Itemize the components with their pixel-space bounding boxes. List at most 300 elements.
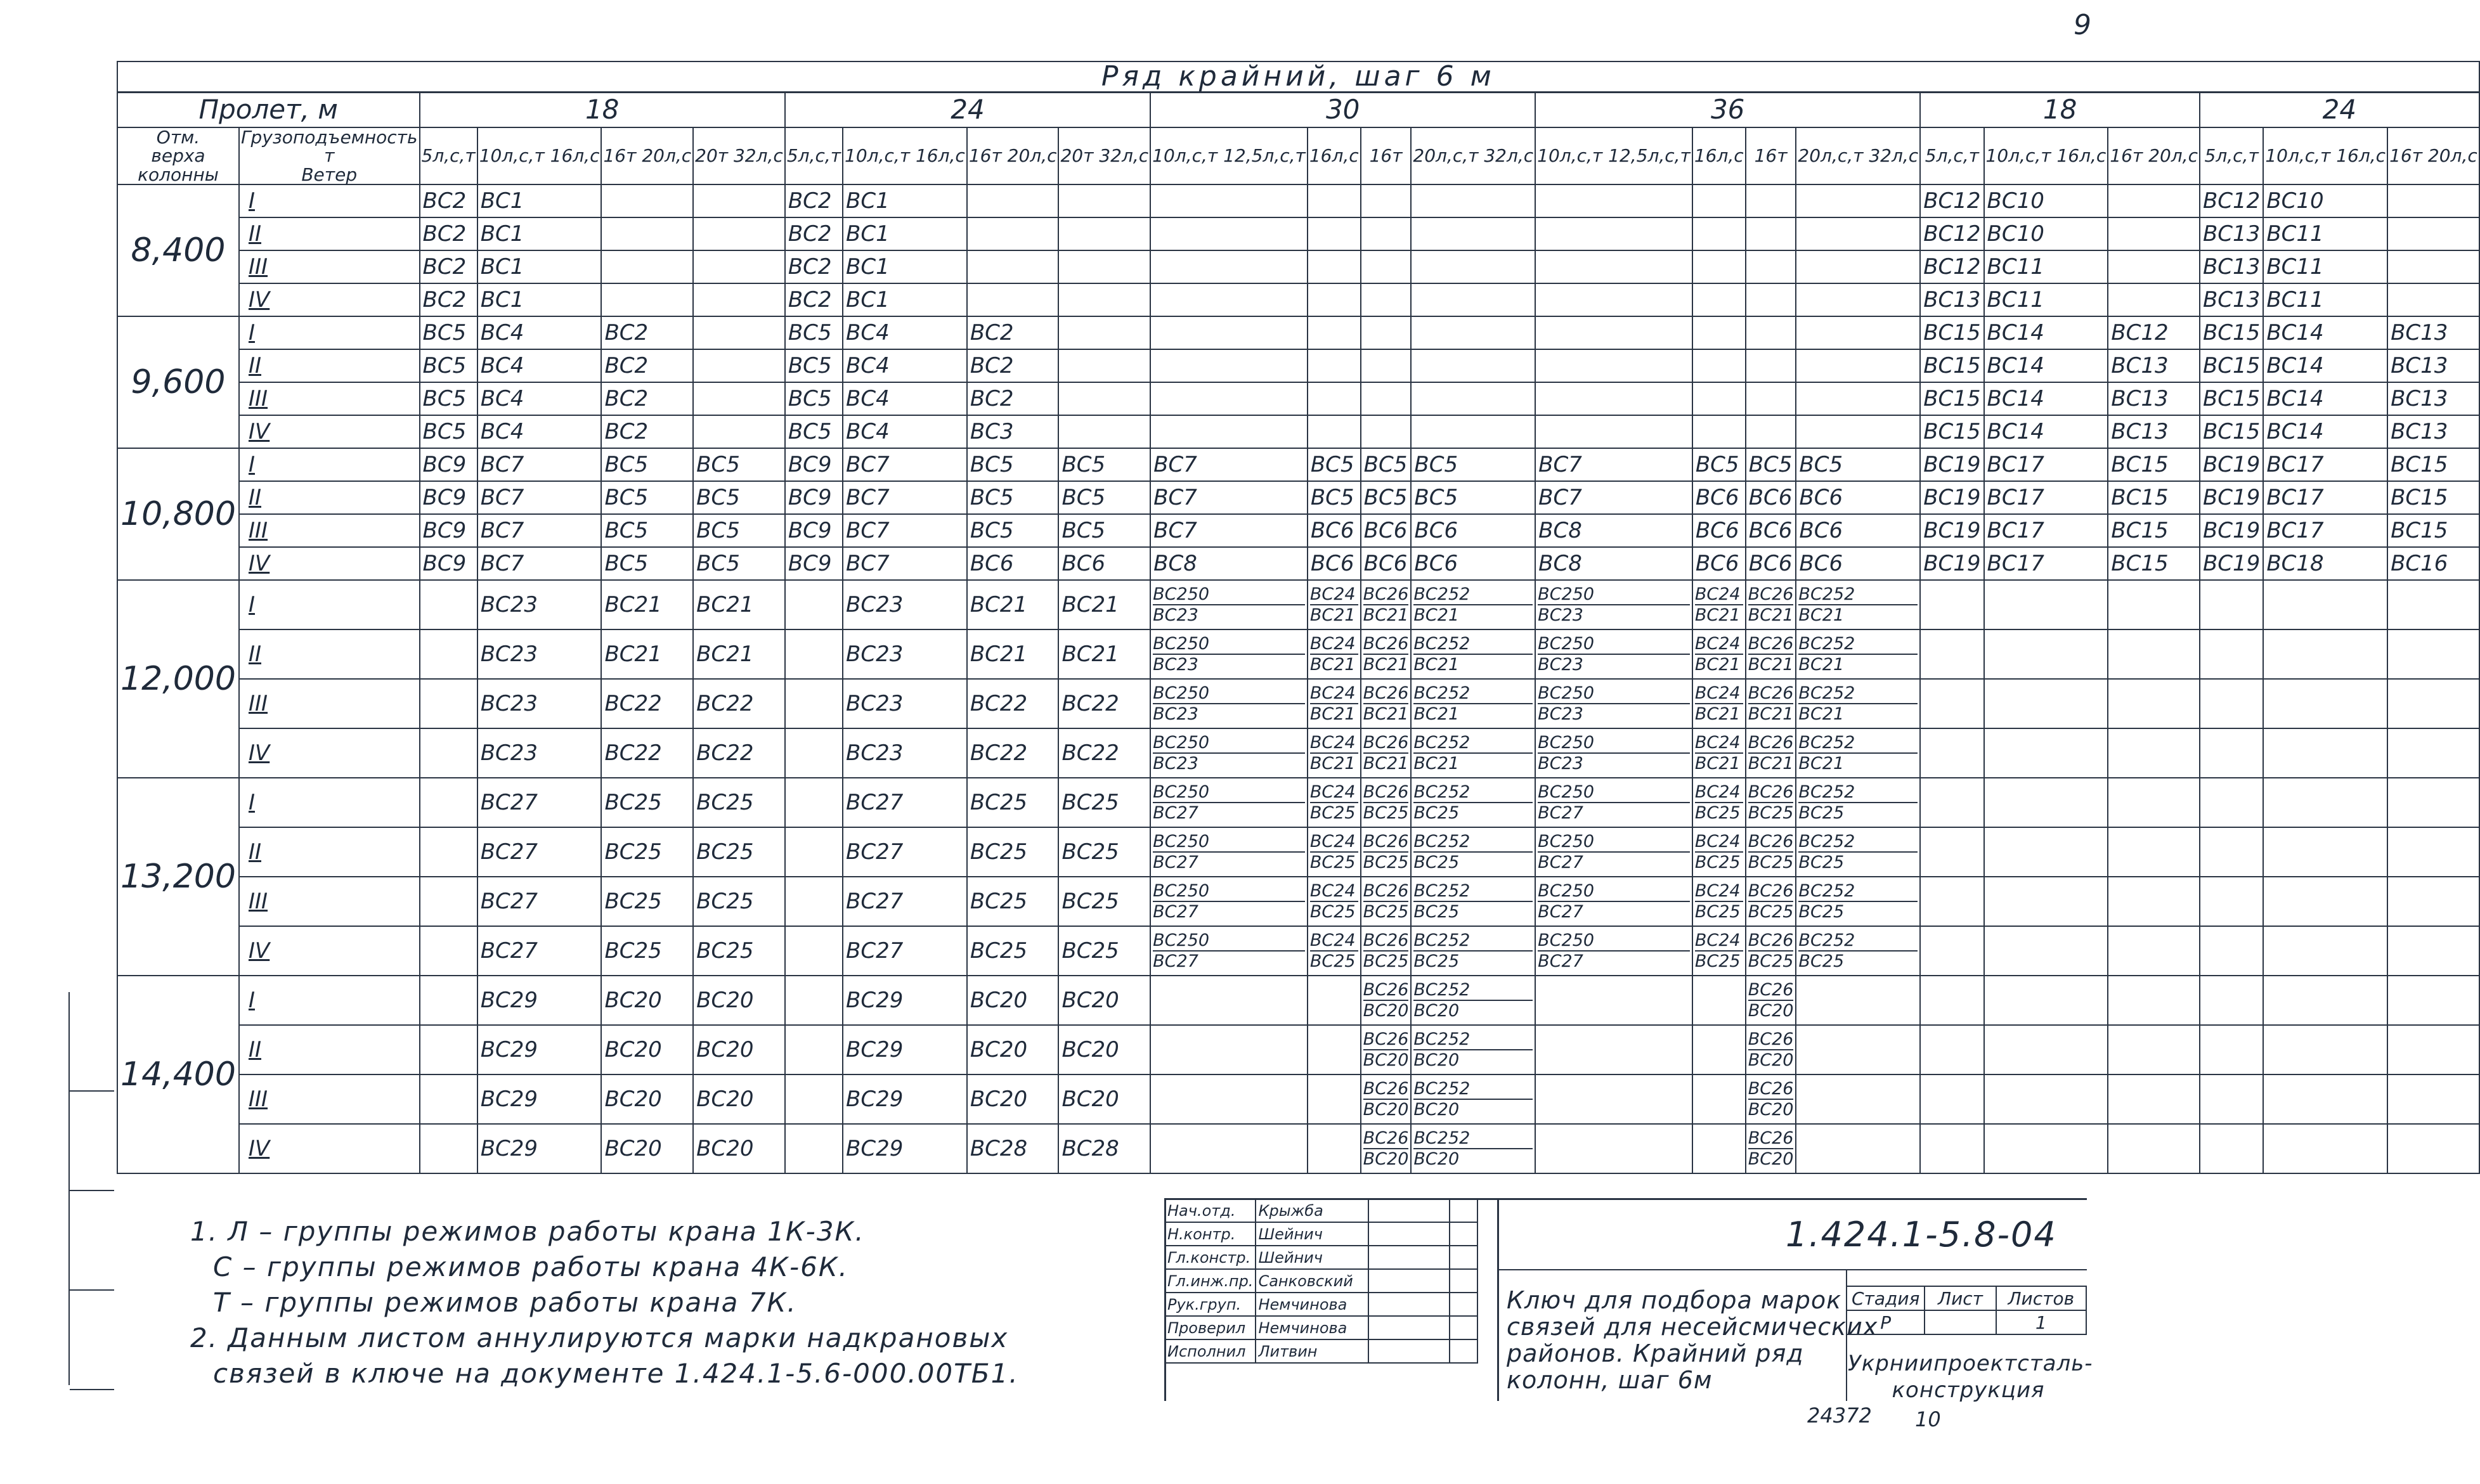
bracing-mark bbox=[2108, 184, 2200, 217]
bracing-mark-bottom: ВС25 bbox=[1748, 952, 1794, 972]
bracing-mark bbox=[420, 1074, 477, 1124]
bracing-mark-pair bbox=[1692, 877, 1746, 926]
bracing-mark: ВС25 bbox=[601, 877, 693, 926]
bracing-mark bbox=[2263, 1124, 2387, 1173]
bracing-mark-top: ВС252 bbox=[1413, 1079, 1533, 1100]
signature-date bbox=[1450, 1339, 1477, 1363]
bracing-mark: ВС7 bbox=[1535, 448, 1692, 481]
bracing-mark bbox=[1361, 349, 1412, 382]
bracing-mark bbox=[1150, 1124, 1308, 1173]
bracing-mark bbox=[1746, 184, 1796, 217]
bracing-mark bbox=[1984, 629, 2108, 679]
bracing-mark bbox=[1411, 382, 1535, 415]
wind-region: IV bbox=[239, 283, 420, 316]
table-row bbox=[117, 778, 2479, 827]
bracing-mark bbox=[2200, 926, 2263, 976]
bracing-mark: ВС6 bbox=[1746, 547, 1796, 580]
bracing-mark: ВС15 bbox=[2387, 481, 2479, 514]
bracing-mark-pair bbox=[1361, 728, 1412, 778]
bracing-mark: ВС1 bbox=[843, 250, 967, 283]
table-row bbox=[117, 827, 2479, 877]
bracing-mark-bottom: ВС21 bbox=[1413, 704, 1460, 725]
bracing-mark: ВС25 bbox=[1058, 926, 1150, 976]
bracing-mark bbox=[1411, 184, 1535, 217]
bracing-mark-bottom: ВС21 bbox=[1413, 655, 1460, 675]
bracing-mark bbox=[2108, 679, 2200, 728]
bracing-mark bbox=[1692, 976, 1746, 1025]
bracing-mark bbox=[2108, 827, 2200, 877]
bracing-mark: ВС5 bbox=[1058, 448, 1150, 481]
bracing-mark-top: ВС24 bbox=[1695, 931, 1743, 952]
bracing-mark bbox=[2200, 679, 2263, 728]
bracing-mark-top: ВС24 bbox=[1310, 634, 1358, 655]
signature-row bbox=[1165, 1316, 1477, 1339]
bracing-mark bbox=[2263, 1074, 2387, 1124]
bracing-mark bbox=[1058, 349, 1150, 382]
bracing-mark bbox=[1796, 316, 1920, 349]
bracing-mark bbox=[1150, 316, 1308, 349]
column-height: 9,600 bbox=[117, 316, 239, 448]
bracing-mark: ВС7 bbox=[477, 448, 602, 481]
bracing-mark: ВС7 bbox=[843, 547, 967, 580]
bracing-mark bbox=[2108, 1025, 2200, 1074]
bracing-mark: ВС2 bbox=[785, 250, 843, 283]
bracing-mark bbox=[1150, 283, 1308, 316]
bracing-mark: ВС2 bbox=[420, 283, 477, 316]
bracing-mark: ВС7 bbox=[477, 514, 602, 547]
bracing-mark-bottom: ВС21 bbox=[1798, 605, 1845, 626]
bracing-mark-top: ВС26 bbox=[1363, 881, 1409, 902]
bracing-mark: ВС2 bbox=[785, 283, 843, 316]
bracing-mark-pair bbox=[1150, 778, 1308, 827]
bracing-mark-top: ВС26 bbox=[1748, 931, 1794, 952]
bracing-mark: ВС25 bbox=[601, 926, 693, 976]
bracing-mark bbox=[693, 382, 785, 415]
bracing-mark: ВС1 bbox=[477, 217, 602, 250]
bracing-mark: ВС13 bbox=[2387, 415, 2479, 448]
bracing-mark bbox=[1984, 827, 2108, 877]
bracing-mark-top: ВС252 bbox=[1413, 584, 1533, 605]
bracing-mark-bottom: ВС23 bbox=[1538, 704, 1583, 725]
bracing-mark-top: ВС250 bbox=[1153, 634, 1305, 655]
bracing-mark-pair bbox=[1692, 580, 1746, 629]
bracing-mark: ВС14 bbox=[1984, 415, 2108, 448]
bracing-mark bbox=[2387, 728, 2479, 778]
sheet-value bbox=[1925, 1310, 1996, 1334]
wind-region: II bbox=[239, 827, 420, 877]
bracing-mark: ВС20 bbox=[1058, 1025, 1150, 1074]
bracing-mark: ВС15 bbox=[2200, 349, 2263, 382]
bracing-mark: ВС5 bbox=[1058, 514, 1150, 547]
bracing-mark bbox=[1746, 349, 1796, 382]
wind-region: III bbox=[239, 382, 420, 415]
bracing-mark bbox=[1796, 217, 1920, 250]
bracing-mark: ВС6 bbox=[1692, 514, 1746, 547]
crane-type: 16л,с bbox=[1308, 127, 1361, 184]
bracing-mark-top: ВС24 bbox=[1695, 782, 1743, 803]
bracing-mark-bottom: ВС23 bbox=[1538, 655, 1583, 675]
wind-region: I bbox=[239, 448, 420, 481]
bracing-mark-bottom: ВС21 bbox=[1309, 655, 1356, 675]
bracing-mark bbox=[1308, 184, 1361, 217]
bracing-mark bbox=[1920, 976, 1983, 1025]
bracing-mark bbox=[785, 1074, 843, 1124]
wind-region: II bbox=[239, 629, 420, 679]
bracing-mark: ВС14 bbox=[1984, 349, 2108, 382]
bracing-mark bbox=[2387, 827, 2479, 877]
bracing-mark: ВС21 bbox=[967, 580, 1059, 629]
bracing-mark bbox=[1796, 1124, 1920, 1173]
bracing-mark-top: ВС252 bbox=[1413, 1128, 1533, 1149]
signature-role: Гл.констр. bbox=[1165, 1246, 1256, 1269]
bracing-mark: ВС6 bbox=[1361, 547, 1412, 580]
bracing-mark bbox=[1796, 283, 1920, 316]
bracing-mark: ВС6 bbox=[967, 547, 1059, 580]
title-row bbox=[117, 61, 2479, 92]
bracing-mark bbox=[1920, 629, 1983, 679]
wind-region: I bbox=[239, 778, 420, 827]
bracing-mark: ВС15 bbox=[2200, 316, 2263, 349]
bracing-mark: ВС13 bbox=[2387, 316, 2479, 349]
bracing-mark-bottom: ВС20 bbox=[1413, 1050, 1460, 1071]
bracing-mark-top: ВС252 bbox=[1413, 980, 1533, 1001]
bracing-mark bbox=[1796, 184, 1920, 217]
bracing-mark-pair bbox=[1411, 976, 1535, 1025]
bracing-mark bbox=[1796, 250, 1920, 283]
bracing-mark-bottom: ВС25 bbox=[1748, 902, 1794, 922]
bracing-mark-bottom: ВС20 bbox=[1748, 1050, 1794, 1071]
bracing-mark bbox=[1308, 316, 1361, 349]
bracing-mark: ВС19 bbox=[2200, 481, 2263, 514]
bracing-mark: ВС21 bbox=[601, 629, 693, 679]
bracing-mark: ВС13 bbox=[2108, 349, 2200, 382]
bracing-mark-pair bbox=[1361, 1025, 1412, 1074]
bracing-mark: ВС29 bbox=[843, 1124, 967, 1173]
bracing-mark-bottom: ВС20 bbox=[1363, 1149, 1409, 1170]
bracing-mark-top: ВС24 bbox=[1695, 832, 1743, 853]
signature-role: Рук.груп. bbox=[1165, 1293, 1256, 1316]
bracing-mark bbox=[2263, 728, 2387, 778]
bracing-mark-pair bbox=[1692, 629, 1746, 679]
crane-header-row bbox=[117, 127, 2479, 184]
bracing-mark bbox=[2387, 976, 2479, 1025]
sheets-label: Листов bbox=[1996, 1286, 2086, 1310]
bracing-mark: ВС22 bbox=[1058, 728, 1150, 778]
bracing-mark-bottom: ВС25 bbox=[1798, 952, 1845, 972]
bracing-mark bbox=[785, 877, 843, 926]
bracing-mark: ВС17 bbox=[1984, 481, 2108, 514]
wind-region: III bbox=[239, 514, 420, 547]
bracing-mark: ВС17 bbox=[2263, 514, 2387, 547]
bracing-mark bbox=[1984, 1124, 2108, 1173]
bracing-mark bbox=[1746, 217, 1796, 250]
bracing-mark-top: ВС26 bbox=[1363, 634, 1409, 655]
bracing-mark-bottom: ВС21 bbox=[1748, 605, 1794, 626]
bracing-mark-bottom: ВС21 bbox=[1413, 754, 1460, 774]
bracing-mark-pair bbox=[1692, 827, 1746, 877]
signature-row bbox=[1165, 1269, 1477, 1293]
bracing-mark bbox=[1692, 382, 1746, 415]
bracing-mark-top: ВС250 bbox=[1538, 782, 1690, 803]
bracing-mark: ВС11 bbox=[2263, 283, 2387, 316]
bracing-mark-pair bbox=[1535, 926, 1692, 976]
bracing-mark: ВС11 bbox=[2263, 217, 2387, 250]
wind-region: IV bbox=[239, 1124, 420, 1173]
bracing-mark-top: ВС26 bbox=[1748, 683, 1794, 704]
bracing-mark-top: ВС24 bbox=[1310, 931, 1358, 952]
sheets-value: 1 bbox=[1996, 1310, 2086, 1334]
bracing-mark: ВС2 bbox=[601, 415, 693, 448]
archive-number: 24372 bbox=[1807, 1403, 1872, 1428]
bracing-mark-bottom: ВС25 bbox=[1413, 803, 1460, 823]
bracing-mark bbox=[1058, 250, 1150, 283]
bracing-mark-top: ВС26 bbox=[1363, 1128, 1409, 1149]
bracing-mark: ВС5 bbox=[1361, 448, 1412, 481]
bracing-mark-top: ВС252 bbox=[1413, 881, 1533, 902]
bracing-mark bbox=[1058, 415, 1150, 448]
bracing-mark-bottom: ВС25 bbox=[1798, 803, 1845, 823]
bracing-mark bbox=[2200, 629, 2263, 679]
bracing-mark-top: ВС250 bbox=[1153, 931, 1305, 952]
bracing-mark-top: ВС252 bbox=[1798, 832, 1918, 853]
table-row bbox=[117, 877, 2479, 926]
bracing-mark bbox=[1535, 976, 1692, 1025]
bracing-mark: ВС5 bbox=[967, 448, 1059, 481]
bracing-mark: ВС19 bbox=[2200, 514, 2263, 547]
bracing-mark: ВС12 bbox=[2200, 184, 2263, 217]
bracing-mark-pair bbox=[1308, 728, 1361, 778]
bracing-mark bbox=[1058, 283, 1150, 316]
bracing-mark bbox=[1308, 349, 1361, 382]
bracing-mark: ВС27 bbox=[843, 877, 967, 926]
signature-mark bbox=[1368, 1293, 1450, 1316]
bracing-mark-top: ВС252 bbox=[1413, 683, 1533, 704]
bracing-mark bbox=[967, 217, 1059, 250]
bracing-mark: ВС25 bbox=[601, 778, 693, 827]
bracing-mark bbox=[1692, 1074, 1746, 1124]
bracing-mark bbox=[2108, 217, 2200, 250]
bracing-mark-pair bbox=[1746, 629, 1796, 679]
table-row bbox=[117, 382, 2479, 415]
bracing-mark: ВС13 bbox=[2200, 283, 2263, 316]
bracing-mark: ВС7 bbox=[1150, 514, 1308, 547]
bracing-mark: ВС21 bbox=[967, 629, 1059, 679]
signature-name: Шейнич bbox=[1256, 1246, 1368, 1269]
bracing-mark: ВС22 bbox=[1058, 679, 1150, 728]
stage-table bbox=[1846, 1286, 2087, 1335]
bracing-mark bbox=[2387, 778, 2479, 827]
bracing-mark: ВС20 bbox=[967, 1025, 1059, 1074]
bracing-mark-top: ВС250 bbox=[1538, 881, 1690, 902]
bracing-mark: ВС25 bbox=[693, 877, 785, 926]
bracing-mark-top: ВС24 bbox=[1310, 832, 1358, 853]
bracing-mark: ВС11 bbox=[2263, 250, 2387, 283]
bracing-mark-top: ВС252 bbox=[1798, 881, 1918, 902]
bracing-mark-bottom: ВС25 bbox=[1363, 853, 1409, 873]
description-line: Ключ для подбора марок bbox=[1507, 1286, 1842, 1314]
bracing-mark: ВС5 bbox=[601, 448, 693, 481]
bracing-mark: ВС6 bbox=[1308, 547, 1361, 580]
bracing-mark bbox=[420, 1025, 477, 1074]
bracing-mark: ВС8 bbox=[1535, 547, 1692, 580]
document-code: 1.424.1-5.8-04 bbox=[1786, 1215, 2057, 1255]
bracing-mark: ВС27 bbox=[477, 827, 602, 877]
table-row bbox=[117, 184, 2479, 217]
bracing-mark: ВС5 bbox=[420, 349, 477, 382]
bracing-mark-pair bbox=[1411, 728, 1535, 778]
bracing-mark: ВС1 bbox=[477, 250, 602, 283]
bracing-key-table bbox=[117, 61, 2480, 1174]
signature-row bbox=[1165, 1293, 1477, 1316]
bracing-mark: ВС9 bbox=[785, 481, 843, 514]
crane-type: 16т bbox=[1361, 127, 1412, 184]
bracing-mark: ВС20 bbox=[967, 1074, 1059, 1124]
bracing-mark-bottom: ВС21 bbox=[1748, 655, 1794, 675]
bracing-mark-bottom: ВС25 bbox=[1748, 803, 1794, 823]
bracing-mark-bottom: ВС27 bbox=[1153, 853, 1198, 873]
wind-region: IV bbox=[239, 728, 420, 778]
note-1: 1. Л – группы режимов работы крана 1К-3К. bbox=[190, 1216, 865, 1247]
bracing-mark-top: ВС26 bbox=[1748, 1029, 1794, 1050]
bracing-mark bbox=[1984, 1074, 2108, 1124]
bracing-mark: ВС20 bbox=[693, 1025, 785, 1074]
bracing-mark: ВС9 bbox=[785, 448, 843, 481]
bracing-mark-pair bbox=[1535, 629, 1692, 679]
signature-row bbox=[1165, 1339, 1477, 1363]
format-number: 10 bbox=[1915, 1407, 1941, 1431]
bracing-mark-pair bbox=[1150, 827, 1308, 877]
bracing-mark-top: ВС26 bbox=[1748, 1079, 1794, 1100]
bracing-mark-bottom: ВС21 bbox=[1413, 605, 1460, 626]
bracing-mark bbox=[1692, 1124, 1746, 1173]
bracing-mark-bottom: ВС21 bbox=[1363, 605, 1409, 626]
wind-region: II bbox=[239, 481, 420, 514]
bracing-mark bbox=[1920, 580, 1983, 629]
bracing-mark-pair bbox=[1361, 1124, 1412, 1173]
bracing-mark-bottom: ВС25 bbox=[1694, 803, 1741, 823]
bracing-mark bbox=[785, 778, 843, 827]
bracing-mark bbox=[1058, 382, 1150, 415]
bracing-mark bbox=[1308, 1025, 1361, 1074]
bracing-mark-pair bbox=[1361, 1074, 1412, 1124]
bracing-mark-top: ВС24 bbox=[1310, 782, 1358, 803]
bracing-mark-pair bbox=[1746, 728, 1796, 778]
crane-type: 10л,с,т 16л,с bbox=[1984, 127, 2108, 184]
bracing-mark-top: ВС24 bbox=[1310, 584, 1358, 605]
bracing-mark: ВС16 bbox=[2387, 547, 2479, 580]
bracing-mark bbox=[693, 316, 785, 349]
bracing-mark-bottom: ВС27 bbox=[1538, 853, 1583, 873]
bracing-mark: ВС5 bbox=[1692, 448, 1746, 481]
bracing-mark: ВС6 bbox=[1308, 514, 1361, 547]
bracing-mark bbox=[1984, 926, 2108, 976]
bracing-mark: ВС27 bbox=[477, 778, 602, 827]
bracing-mark: ВС5 bbox=[1411, 481, 1535, 514]
bracing-mark bbox=[2263, 629, 2387, 679]
bracing-mark-top: ВС26 bbox=[1363, 832, 1409, 853]
bracing-mark bbox=[693, 184, 785, 217]
signature-date bbox=[1450, 1269, 1477, 1293]
crane-type: 20т 32л,с bbox=[693, 127, 785, 184]
table-row bbox=[117, 514, 2479, 547]
bracing-mark: ВС20 bbox=[1058, 1074, 1150, 1124]
bracing-mark: ВС5 bbox=[693, 547, 785, 580]
table-row bbox=[117, 283, 2479, 316]
bracing-mark bbox=[601, 217, 693, 250]
bracing-mark bbox=[1535, 316, 1692, 349]
bracing-mark bbox=[1308, 250, 1361, 283]
bracing-mark: ВС21 bbox=[693, 580, 785, 629]
bracing-mark-bottom: ВС23 bbox=[1538, 754, 1583, 774]
bracing-mark: ВС5 bbox=[420, 382, 477, 415]
bracing-mark: ВС6 bbox=[1796, 547, 1920, 580]
bracing-mark bbox=[2200, 1025, 2263, 1074]
bracing-mark-bottom: ВС25 bbox=[1309, 853, 1356, 873]
bracing-mark: ВС15 bbox=[2387, 448, 2479, 481]
bracing-mark-top: ВС26 bbox=[1363, 683, 1409, 704]
bracing-mark bbox=[2200, 827, 2263, 877]
bracing-mark bbox=[967, 184, 1059, 217]
bracing-mark: ВС14 bbox=[2263, 316, 2387, 349]
bracing-mark bbox=[1411, 217, 1535, 250]
capacity-label: Грузоподъемность bbox=[240, 127, 418, 148]
table-row bbox=[117, 349, 2479, 382]
bracing-mark bbox=[2108, 629, 2200, 679]
bracing-mark bbox=[420, 976, 477, 1025]
bracing-mark: ВС15 bbox=[2108, 448, 2200, 481]
bracing-mark bbox=[1361, 184, 1412, 217]
bracing-mark bbox=[1692, 250, 1746, 283]
bracing-mark bbox=[2108, 926, 2200, 976]
bracing-mark bbox=[2263, 976, 2387, 1025]
bracing-mark bbox=[1058, 316, 1150, 349]
signature-role: Н.контр. bbox=[1165, 1222, 1256, 1246]
signature-role: Исполнил bbox=[1165, 1339, 1256, 1363]
bracing-mark: ВС15 bbox=[2108, 514, 2200, 547]
bracing-mark bbox=[1920, 728, 1983, 778]
bracing-mark: ВС25 bbox=[601, 827, 693, 877]
bracing-mark-pair bbox=[1796, 629, 1920, 679]
bracing-mark-bottom: ВС27 bbox=[1153, 803, 1198, 823]
table-row bbox=[117, 629, 2479, 679]
bracing-mark bbox=[2200, 976, 2263, 1025]
bracing-mark bbox=[2387, 1025, 2479, 1074]
bracing-mark bbox=[2387, 1074, 2479, 1124]
bracing-mark bbox=[785, 580, 843, 629]
bracing-mark: ВС6 bbox=[1411, 547, 1535, 580]
bracing-mark bbox=[1411, 316, 1535, 349]
table-row bbox=[117, 316, 2479, 349]
bracing-mark bbox=[420, 877, 477, 926]
bracing-mark-top: ВС24 bbox=[1695, 634, 1743, 655]
bracing-mark bbox=[2263, 1025, 2387, 1074]
bracing-mark-bottom: ВС25 bbox=[1694, 853, 1741, 873]
signature-name: Шейнич bbox=[1256, 1222, 1368, 1246]
stage-label: Стадия bbox=[1847, 1286, 1925, 1310]
bracing-mark-top: ВС252 bbox=[1798, 733, 1918, 754]
bracing-mark-pair bbox=[1411, 1074, 1535, 1124]
bracing-mark: ВС12 bbox=[1920, 184, 1983, 217]
bracing-mark bbox=[1692, 217, 1746, 250]
bracing-mark-top: ВС24 bbox=[1310, 881, 1358, 902]
bracing-mark-pair bbox=[1692, 778, 1746, 827]
bracing-mark: ВС5 bbox=[785, 382, 843, 415]
bracing-mark-bottom: ВС20 bbox=[1363, 1050, 1409, 1071]
bracing-mark bbox=[1150, 976, 1308, 1025]
bracing-mark-bottom: ВС20 bbox=[1748, 1001, 1794, 1021]
bracing-mark-pair bbox=[1796, 778, 1920, 827]
bracing-mark bbox=[2108, 1074, 2200, 1124]
